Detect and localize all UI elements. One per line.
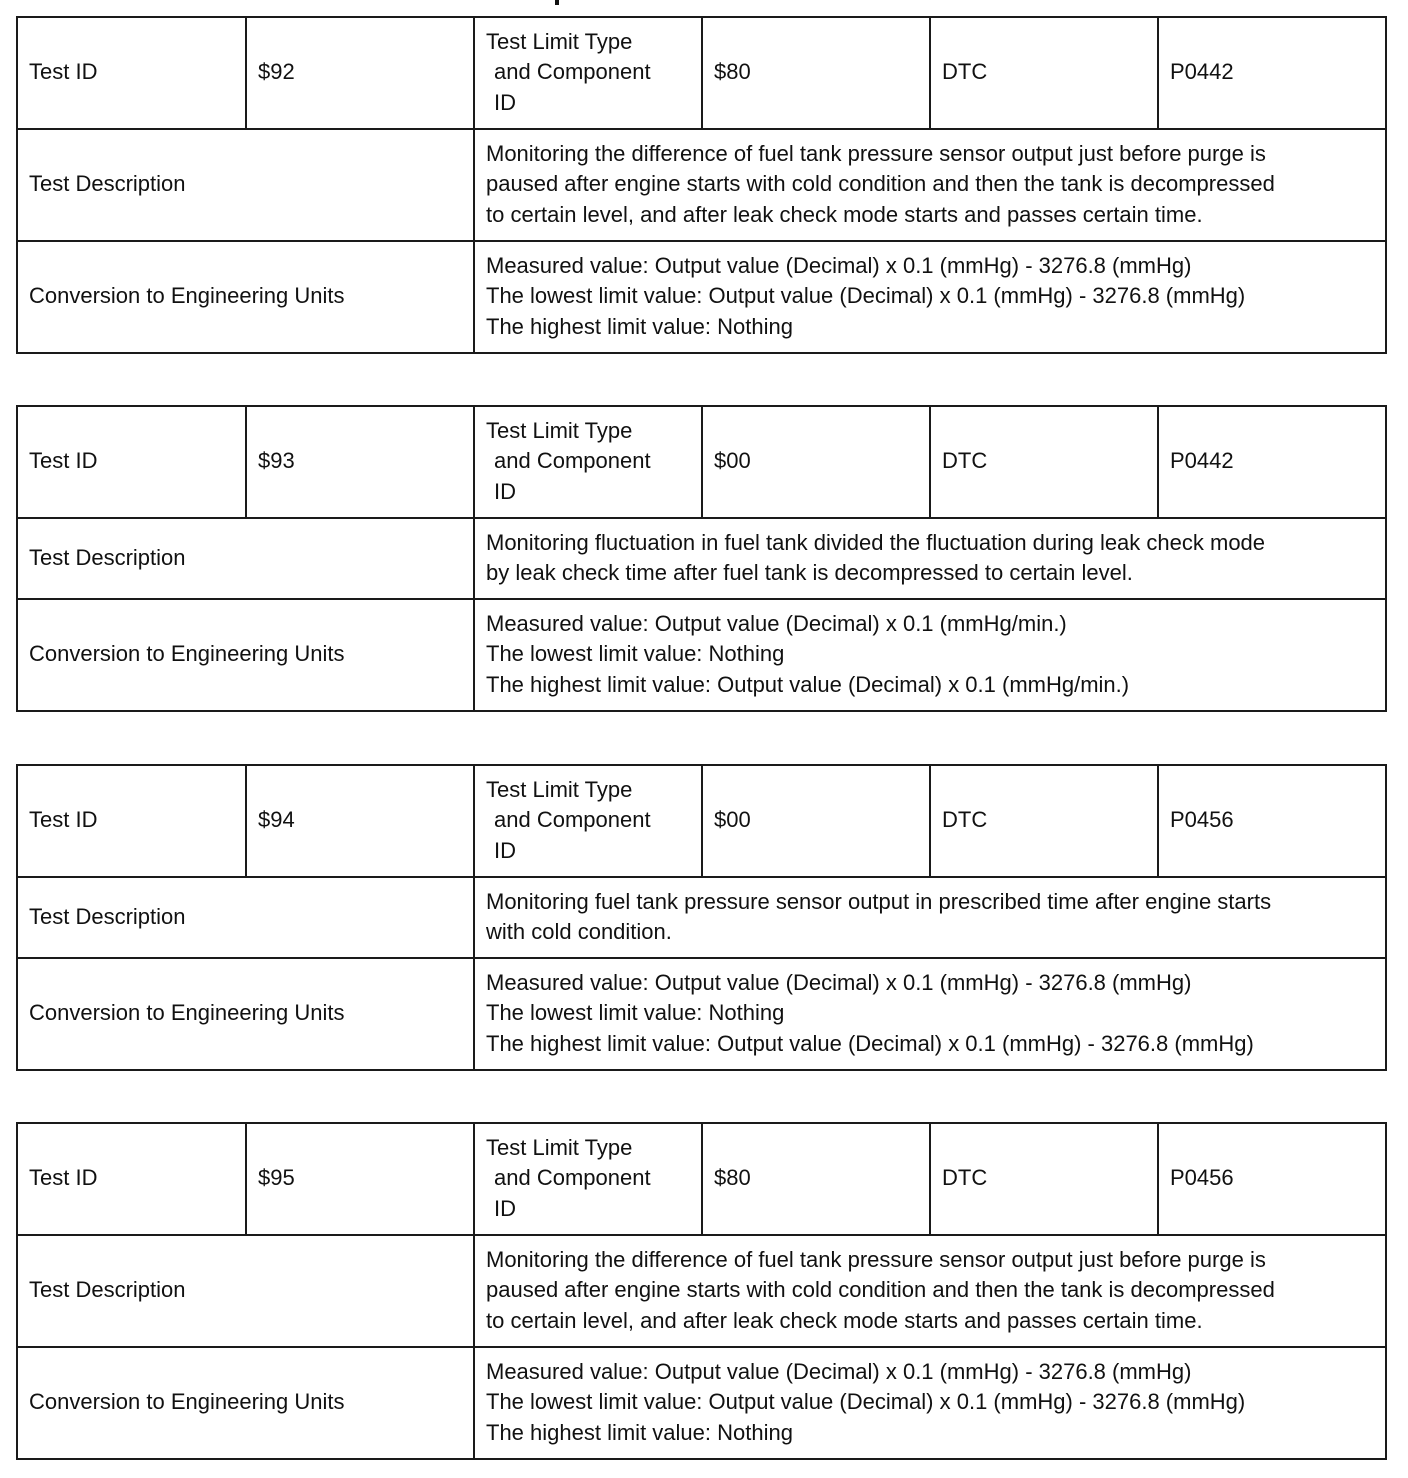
limit-type-value: $80 — [702, 1123, 930, 1235]
conversion-value: Measured value: Output value (Decimal) x 0.1 (mmHg/min.) The lowest limit value: Nothing The highest limit value: Output value (Decimal) x 0.1 (mmHg/min.) — [474, 599, 1386, 711]
dtc-value: P0442 — [1158, 406, 1386, 518]
dtc-label: DTC — [930, 765, 1158, 877]
test-description-value: Monitoring the difference of fuel tank pressure sensor output just before purge is paused after engine starts with cold condition and then the tank is decompressed to certain level, and after leak check mode starts and passes certain time. — [474, 129, 1386, 241]
test-id-value: $94 — [246, 765, 474, 877]
table-row-header — [17, 17, 1386, 129]
test-description-label: Test Description — [17, 1235, 474, 1347]
test-id-label: Test ID — [17, 765, 246, 877]
conversion-label: Conversion to Engineering Units — [17, 599, 474, 711]
conversion-value: Measured value: Output value (Decimal) x 0.1 (mmHg) - 3276.8 (mmHg) The lowest limit value: Nothing The highest limit value: Output value (Decimal) x 0.1 (mmHg) - 3276.8 (mmHg) — [474, 958, 1386, 1070]
page-edge-mark — [555, 0, 559, 5]
test-id-label: Test ID — [17, 17, 246, 129]
dtc-label: DTC — [930, 1123, 1158, 1235]
dtc-value: P0456 — [1158, 765, 1386, 877]
conversion-label: Conversion to Engineering Units — [17, 958, 474, 1070]
dtc-value: P0442 — [1158, 17, 1386, 129]
table-row-header — [17, 1123, 1386, 1235]
test-description-value: Monitoring the difference of fuel tank pressure sensor output just before purge is paused after engine starts with cold condition and then the tank is decompressed to certain level, and after leak check mode starts and passes certain time. — [474, 1235, 1386, 1347]
table-row-conversion — [17, 1347, 1386, 1459]
conversion-value: Measured value: Output value (Decimal) x 0.1 (mmHg) - 3276.8 (mmHg) The lowest limit value: Output value (Decimal) x 0.1 (mmHg) - 3276.8 (mmHg) The highest limit value: Nothing — [474, 241, 1386, 353]
test-table-95 — [16, 1122, 1387, 1460]
test-id-value: $92 — [246, 17, 474, 129]
test-table-94 — [16, 764, 1387, 1071]
table-row-header — [17, 406, 1386, 518]
test-description-label: Test Description — [17, 518, 474, 599]
test-id-label: Test ID — [17, 1123, 246, 1235]
conversion-value: Measured value: Output value (Decimal) x 0.1 (mmHg) - 3276.8 (mmHg) The lowest limit value: Output value (Decimal) x 0.1 (mmHg) - 3276.8 (mmHg) The highest limit value: Nothing — [474, 1347, 1386, 1459]
dtc-label: DTC — [930, 17, 1158, 129]
test-table-92 — [16, 16, 1387, 354]
test-id-value: $95 — [246, 1123, 474, 1235]
conversion-label: Conversion to Engineering Units — [17, 241, 474, 353]
limit-type-label: Test Limit Type and Component ID — [474, 406, 702, 518]
limit-type-value: $00 — [702, 406, 930, 518]
test-description-value: Monitoring fuel tank pressure sensor output in prescribed time after engine starts with cold condition. — [474, 877, 1386, 958]
limit-type-label: Test Limit Type and Component ID — [474, 765, 702, 877]
limit-type-label: Test Limit Type and Component ID — [474, 17, 702, 129]
table-row-conversion — [17, 958, 1386, 1070]
conversion-label: Conversion to Engineering Units — [17, 1347, 474, 1459]
test-id-label: Test ID — [17, 406, 246, 518]
table-row-description — [17, 877, 1386, 958]
limit-type-value: $00 — [702, 765, 930, 877]
test-table-93 — [16, 405, 1387, 712]
dtc-value: P0456 — [1158, 1123, 1386, 1235]
table-row-description — [17, 129, 1386, 241]
test-id-value: $93 — [246, 406, 474, 518]
table-row-header — [17, 765, 1386, 877]
dtc-label: DTC — [930, 406, 1158, 518]
table-row-conversion — [17, 599, 1386, 711]
table-row-description — [17, 518, 1386, 599]
test-description-value: Monitoring fluctuation in fuel tank divided the fluctuation during leak check mode by leak check time after fuel tank is decompressed to certain level. — [474, 518, 1386, 599]
limit-type-label: Test Limit Type and Component ID — [474, 1123, 702, 1235]
table-row-conversion — [17, 241, 1386, 353]
test-description-label: Test Description — [17, 129, 474, 241]
test-description-label: Test Description — [17, 877, 474, 958]
table-row-description — [17, 1235, 1386, 1347]
limit-type-value: $80 — [702, 17, 930, 129]
